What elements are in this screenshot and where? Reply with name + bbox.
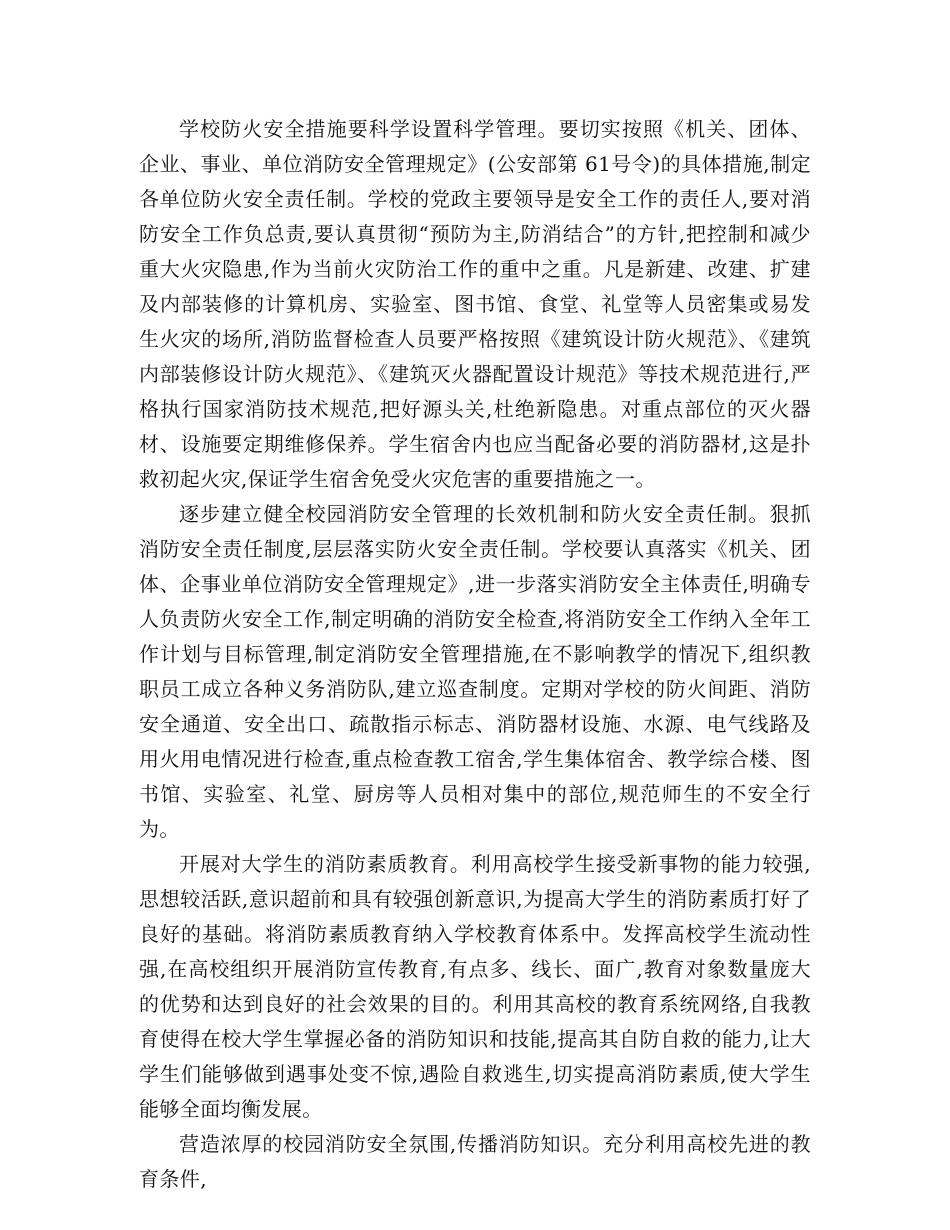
paragraph-campus-atmosphere: 营造浓厚的校园消防安全氛围,传播消防知识。充分利用高校先进的教育条件, bbox=[139, 1132, 811, 1191]
paragraph-student-education: 开展对大学生的消防素质教育。利用高校学生接受新事物的能力较强,思想较活跃,意识超前和具有较强创新意识,为提高大学生的消防素质打好了良好的基础。将消防素质教育纳入学校教育体系中。发挥高校学生流动性强,在高校组织开展消防宣传教育,有点多、线长、面广,教育对象数量庞大的优势和达到良好的社会效果的目的。利用其高校的教育系统网络,自我教育使得在校大学生掌握必备的消防知识和技能,提高其自防自救的能力,让大学生们能够做到遇事处变不惊,遇险自救逃生,切实提高消防素质,使大学生能够全面均衡发展。 bbox=[139, 852, 811, 1121]
paragraph-fire-safety-measures: 学校防火安全措施要科学设置科学管理。要切实按照《机关、团体、企业、事业、单位消防安全管理规定》(公安部第 61号令)的具体措施,制定各单位防火安全责任制。学校的党政主要领导是安全工作的责任人,要对消防安全工作负总责,要认真贯彻“预防为主,防消结合”的方针,把控制和减少重大火灾隐患,作为当前火灾防治工作的重中之重。凡是新建、改建、扩建及内部装修的计算机房、实验室、图书馆、食堂、礼堂等人员密集或易发生火灾的场所,消防监督检查人员要严格按照《建筑设计防火规范》、《建筑内部装修设计防火规范》、《建筑灭火器配置设计规范》等技术规范进行,严格执行国家消防技术规范,把好源头关,杜绝新隐患。对重点部位的灭火器材、设施要定期维修保养。学生宿舍内也应当配备必要的消防器材,这是扑救初起火灾,保证学生宿舍免受火灾危害的重要措施之一。 bbox=[139, 117, 811, 491]
paragraph-long-term-mechanism: 逐步建立健全校园消防安全管理的长效机制和防火安全责任制。狠抓消防安全责任制度,层层落实防火安全责任制。学校要认真落实《机关、团体、企事业单位消防安全管理规定》,进一步落实消防安全主体责任,明确专人负责防火安全工作,制定明确的消防安全检查,将消防安全工作纳入全年工作计划与目标管理,制定消防安全管理措施,在不影响教学的情况下,组织教职员工成立各种义务消防队,建立巡查制度。定期对学校的防火间距、消防安全通道、安全出口、疏散指示标志、消防器材设施、水源、电气线路及用火用电情况进行检查,重点检查教工宿舍,学生集体宿舍、教学综合楼、图书馆、实验室、礼堂、厨房等人员相对集中的部位,规范师生的不安全行为。 bbox=[139, 502, 811, 841]
document-body bbox=[139, 112, 811, 1197]
